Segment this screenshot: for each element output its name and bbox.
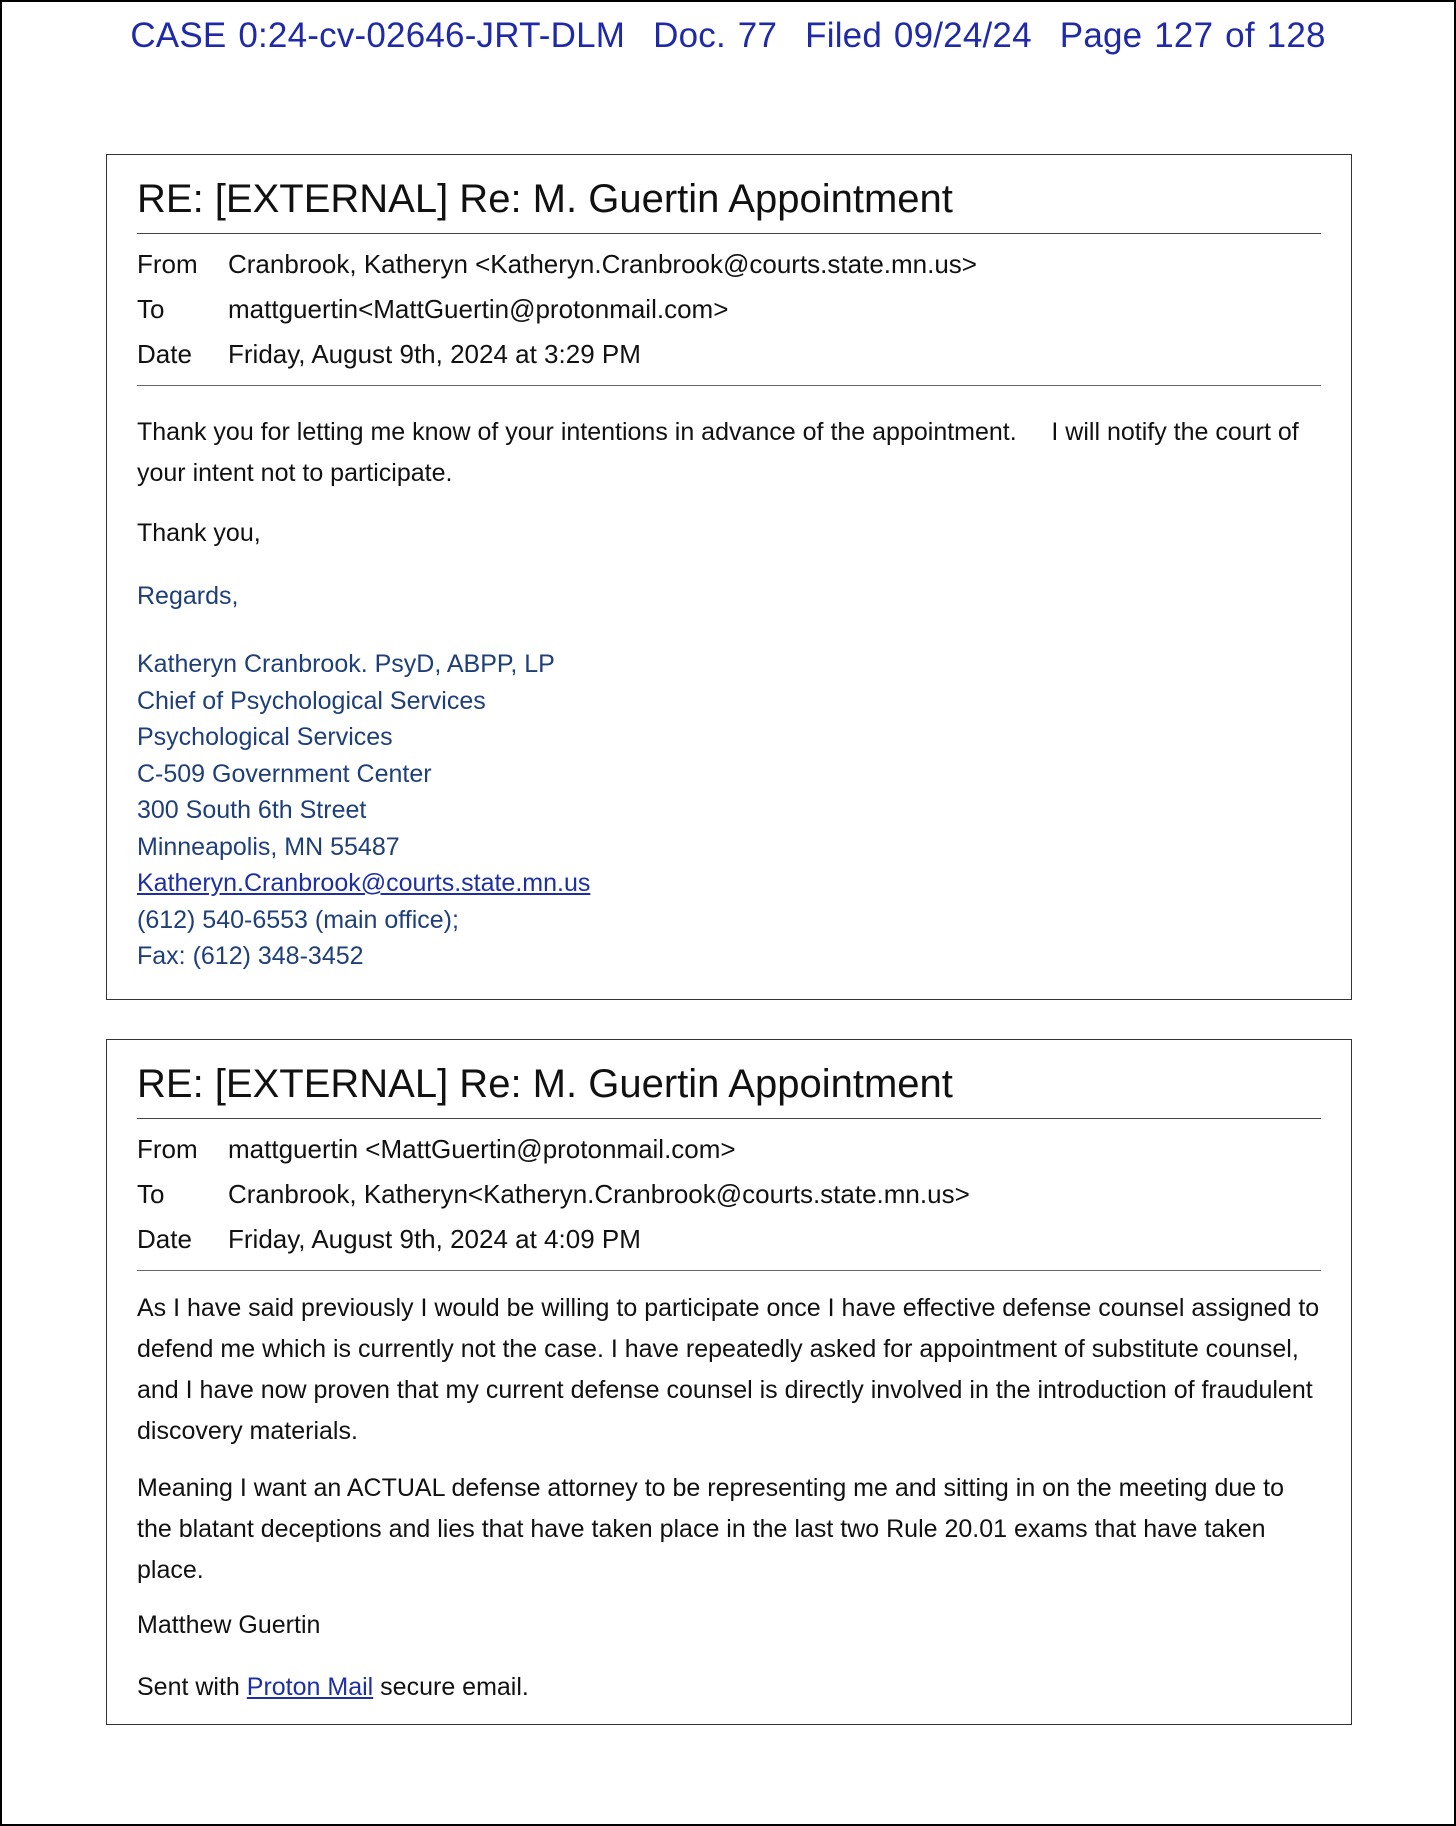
date-row xyxy=(137,332,1321,377)
to-label: To xyxy=(137,294,165,324)
to-value: mattguertin<MattGuertin@protonmail.com> xyxy=(228,294,729,324)
email-signature xyxy=(137,576,1321,975)
from-value: mattguertin <MattGuertin@protonmail.com> xyxy=(228,1134,736,1164)
signature-city: Minneapolis, MN 55487 xyxy=(137,832,400,861)
filed-date: Filed 09/24/24 xyxy=(805,16,1032,55)
from-label: From xyxy=(137,1134,198,1164)
to-row xyxy=(137,287,1321,332)
signature-street: 300 South 6th Street xyxy=(137,796,367,824)
doc-number: Doc. 77 xyxy=(653,16,778,55)
to-label: To xyxy=(137,1179,165,1209)
signature-title: Chief of Psychological Services xyxy=(137,686,486,715)
from-value: Cranbrook, Katheryn <Katheryn.Cranbrook@courts.state.mn.us> xyxy=(228,249,977,279)
body-paragraph: Thank you for letting me know of your intentions in advance of the appointment. I will notify the court of your intent not to participate. xyxy=(137,418,1306,487)
proton-mail-link[interactable]: Proton Mail xyxy=(246,1673,374,1701)
signature-department: Psychological Services xyxy=(137,723,393,751)
body-paragraph: As I have said previously I would be willing to participate once I have effective defense counsel assigned to defend me which is currently not the case. I have repeatedly asked for appointment of substitute counsel, and I have now proven that my current defense counsel is directly involved in the introduction of fraudulent discovery materials. xyxy=(137,1294,1320,1445)
case-number: CASE 0:24-cv-02646-JRT-DLM xyxy=(130,16,626,55)
sender-name: Matthew Guertin xyxy=(137,1611,321,1639)
date-value: Friday, August 9th, 2024 at 4:09 PM xyxy=(228,1224,641,1254)
date-value: Friday, August 9th, 2024 at 3:29 PM xyxy=(228,339,641,369)
to-value: Cranbrook, Katheryn<Katheryn.Cranbrook@courts.state.mn.us> xyxy=(228,1179,970,1209)
signature-fax: Fax: (612) 348-3452 xyxy=(137,942,364,970)
signature-regards: Regards, xyxy=(137,582,239,610)
body-paragraph: Thank you, xyxy=(137,519,261,547)
case-header xyxy=(2,16,1454,56)
page-number: Page 127 of 128 xyxy=(1059,16,1326,55)
footer-suffix: secure email. xyxy=(373,1673,529,1701)
to-row xyxy=(137,1172,1321,1217)
email-header xyxy=(137,1119,1321,1271)
from-row xyxy=(137,1127,1321,1172)
email-message-1 xyxy=(106,154,1352,1000)
from-row xyxy=(137,242,1321,287)
signature-name: Katheryn Cranbrook. PsyD, ABPP, LP xyxy=(137,650,555,678)
date-label: Date xyxy=(137,339,192,369)
email-message-2 xyxy=(106,1039,1352,1725)
signature-phone: (612) 540-6553 (main office); xyxy=(137,905,459,934)
signature-office: C-509 Government Center xyxy=(137,759,432,788)
email-subject: RE: [EXTERNAL] Re: M. Guertin Appointment xyxy=(137,1058,1321,1119)
footer-prefix: Sent with xyxy=(137,1673,247,1701)
email-header xyxy=(137,234,1321,386)
date-row xyxy=(137,1217,1321,1262)
email-footer xyxy=(137,1667,1321,1708)
body-paragraph: Meaning I want an ACTUAL defense attorney to be representing me and sitting in on the meeting due to the blatant deceptions and lies that have taken place in the last two Rule 20.01 exams that have taken place. xyxy=(137,1474,1285,1584)
email-subject: RE: [EXTERNAL] Re: M. Guertin Appointment xyxy=(137,173,1321,234)
from-label: From xyxy=(137,249,198,279)
signature-email-link[interactable]: Katheryn.Cranbrook@courts.state.mn.us xyxy=(137,869,591,897)
date-label: Date xyxy=(137,1224,192,1254)
